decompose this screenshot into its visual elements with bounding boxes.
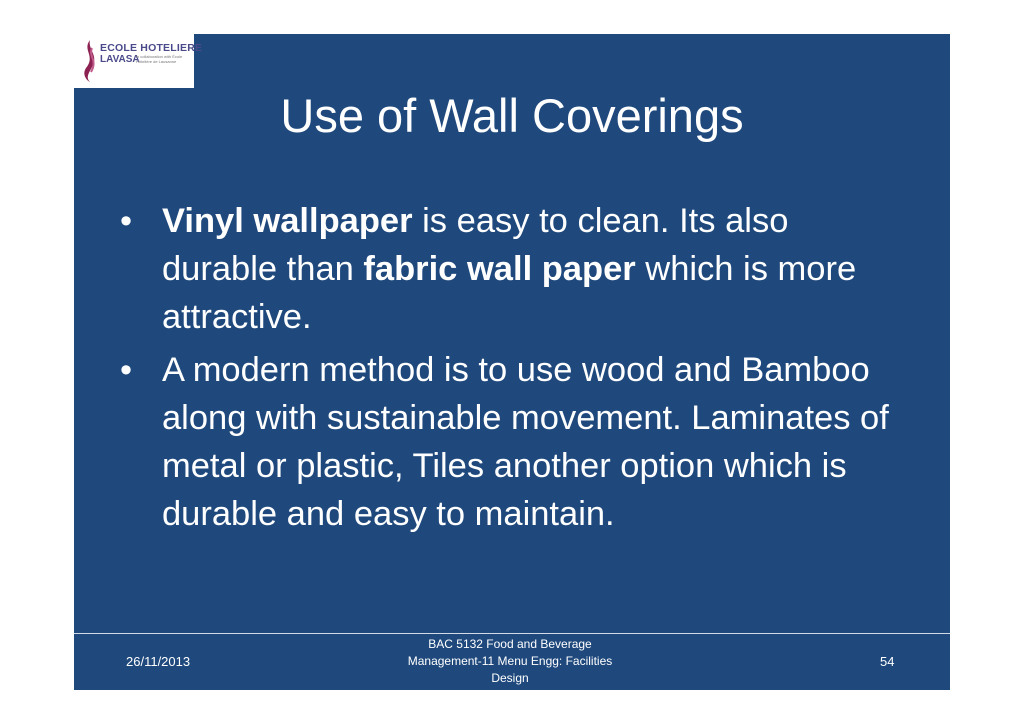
footer-divider — [74, 633, 950, 634]
footer-date: 26/11/2013 — [126, 654, 191, 669]
footer-course-line2: Management-11 Menu Engg: Facilities — [407, 654, 613, 668]
logo-tagline: in collaboration with École Hôtelière de Lausanne — [136, 54, 183, 64]
bullet-text: is easy to clean. Its also durable than — [162, 202, 789, 288]
bullet-bold-fabric: fabric wall paper — [363, 250, 636, 288]
bullet-list — [120, 197, 900, 543]
footer-course-line1: BAC 5132 Food and Beverage — [428, 637, 592, 651]
bullet-bold-vinyl: Vinyl wallpaper — [162, 202, 413, 240]
bullet-text: which is more attractive. — [162, 250, 857, 336]
bullet-item-wallpaper — [120, 197, 900, 341]
flame-logo-icon — [78, 38, 100, 84]
footer-course-line3: Design — [491, 671, 529, 685]
bullet-marker: • — [120, 202, 133, 240]
school-logo — [74, 34, 203, 88]
bullet-text: A modern method is to use wood and Bamboo along with sustainable movement. Laminates of metal or plastic, Tiles another option which is durable and easy to maintain. — [162, 351, 889, 533]
bullet-item-modern-method — [120, 346, 900, 538]
page-number: 54 — [880, 654, 895, 669]
bullet-marker: • — [120, 351, 133, 389]
footer-course-title — [380, 636, 640, 687]
logo-name-line2: LAVASA — [100, 54, 140, 65]
slide-title: Use of Wall Coverings — [280, 89, 744, 142]
logo-name-line1: ECOLE HOTELIERE — [100, 42, 203, 54]
